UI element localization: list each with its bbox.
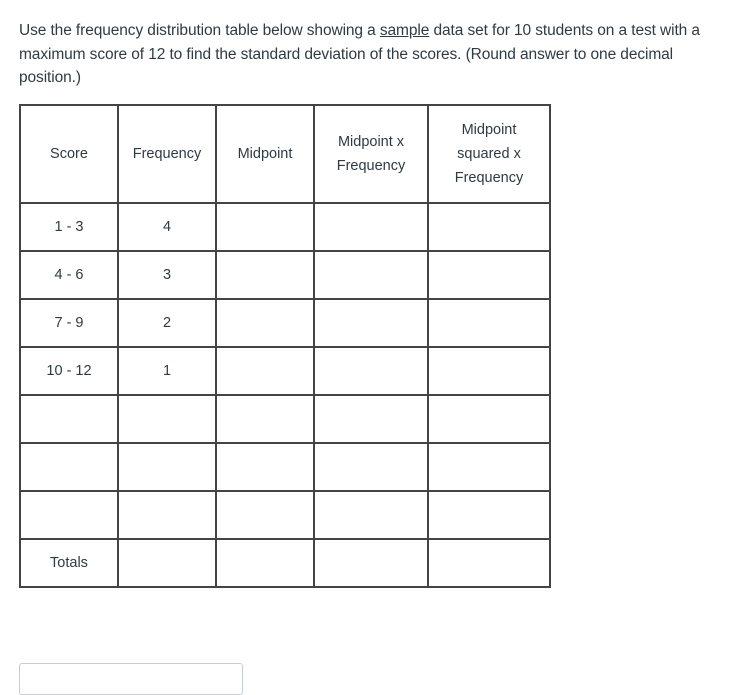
- table-row: [20, 443, 550, 491]
- totals-row: [20, 539, 550, 587]
- question-part2: data set for 10 students on a test with a maximum score of 12 to find the standard deviation of the scores. (Round answer to one decimal position.): [19, 22, 700, 86]
- table-cell: [216, 539, 314, 587]
- table-row: [20, 395, 550, 443]
- column-header: Midpoint squared x Frequency: [428, 105, 550, 203]
- table-cell: [314, 347, 428, 395]
- table-cell: 2: [118, 299, 216, 347]
- table-cell: [428, 443, 550, 491]
- table-cell: [314, 251, 428, 299]
- table-header-row: [20, 105, 550, 203]
- table-row: [20, 251, 550, 299]
- table-cell: [216, 347, 314, 395]
- table-cell: [428, 203, 550, 251]
- table-row: [20, 347, 550, 395]
- table-cell: [314, 299, 428, 347]
- table-cell: [428, 539, 550, 587]
- table-cell: 10 - 12: [20, 347, 118, 395]
- table-cell: 3: [118, 251, 216, 299]
- table-cell: [314, 539, 428, 587]
- table-row: [20, 299, 550, 347]
- table-cell: [314, 395, 428, 443]
- table-cell: [314, 491, 428, 539]
- table-cell: [428, 347, 550, 395]
- table-cell: [216, 251, 314, 299]
- table-cell: 7 - 9: [20, 299, 118, 347]
- table-cell: [20, 443, 118, 491]
- column-header: Frequency: [118, 105, 216, 203]
- table-cell: [118, 491, 216, 539]
- table-cell: 4: [118, 203, 216, 251]
- question-text: [19, 19, 739, 90]
- table-row: [20, 491, 550, 539]
- table-cell: [216, 203, 314, 251]
- table-cell: [428, 491, 550, 539]
- table-cell: [428, 251, 550, 299]
- table-cell: 1: [118, 347, 216, 395]
- table-cell: [216, 299, 314, 347]
- table-cell: [216, 491, 314, 539]
- question-part1: Use the frequency distribution table below showing a: [19, 22, 380, 39]
- table-cell: [314, 203, 428, 251]
- table-cell: Totals: [20, 539, 118, 587]
- table-cell: 1 - 3: [20, 203, 118, 251]
- table-cell: [314, 443, 428, 491]
- column-header: Midpoint x Frequency: [314, 105, 428, 203]
- table-cell: [216, 443, 314, 491]
- frequency-table: [19, 104, 551, 588]
- table-cell: [118, 443, 216, 491]
- answer-input[interactable]: [19, 663, 243, 695]
- table-cell: [20, 395, 118, 443]
- table-cell: [118, 395, 216, 443]
- table-cell: [118, 539, 216, 587]
- table-cell: [428, 299, 550, 347]
- table-cell: [20, 491, 118, 539]
- column-header: Score: [20, 105, 118, 203]
- sample-emphasis: sample: [379, 22, 430, 39]
- column-header: Midpoint: [216, 105, 314, 203]
- table-cell: 4 - 6: [20, 251, 118, 299]
- table-cell: [216, 395, 314, 443]
- table-row: [20, 203, 550, 251]
- table-cell: [428, 395, 550, 443]
